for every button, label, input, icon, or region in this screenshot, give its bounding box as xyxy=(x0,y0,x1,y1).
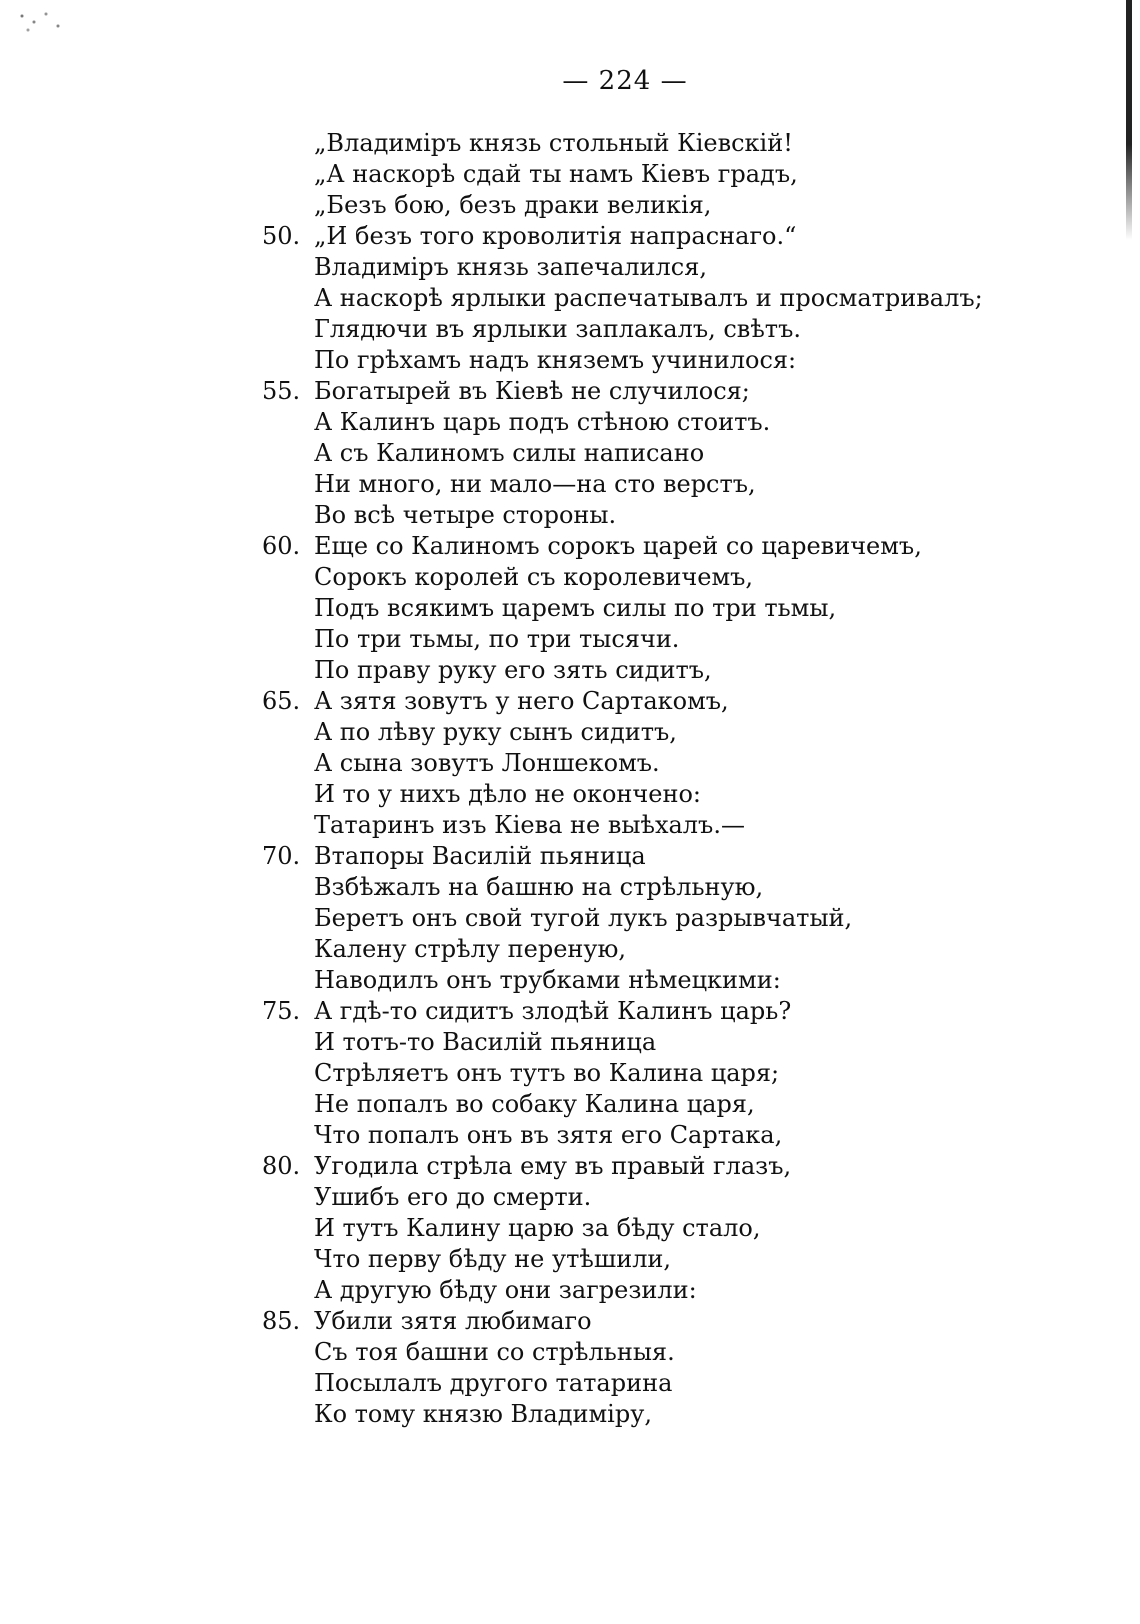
line-text: Богатырей въ Кіевѣ не случилося; xyxy=(314,377,750,405)
line-text: Калену стрѣлу переную, xyxy=(314,935,627,963)
line-text: По грѣхамъ надъ княземъ учинилося: xyxy=(314,346,797,374)
line-text: Сорокъ королей съ королевичемъ, xyxy=(314,563,754,591)
verse-line xyxy=(262,531,1122,562)
line-text: Беретъ онъ свой тугой лукъ разрывчатый, xyxy=(314,904,853,932)
line-text: Ни много, ни мало—на сто верстъ, xyxy=(314,470,756,498)
verse-line xyxy=(262,283,1122,314)
line-text: Наводилъ онъ трубками нѣмецкими: xyxy=(314,966,781,994)
line-text: Убили зятя любимаго xyxy=(314,1307,592,1335)
line-text: И тутъ Калину царю за бѣду стало, xyxy=(314,1214,761,1242)
verse-line xyxy=(262,748,1122,779)
page-edge-shadow xyxy=(1126,0,1132,240)
verse-line xyxy=(262,1182,1122,1213)
verse-line xyxy=(262,438,1122,469)
verse-line xyxy=(262,965,1122,996)
line-number: 50. xyxy=(262,222,301,250)
line-number: 85. xyxy=(262,1307,301,1335)
line-text: Что перву бѣду не утѣшили, xyxy=(314,1245,672,1273)
verse-line xyxy=(262,810,1122,841)
line-text: И то у нихъ дѣло не окончено: xyxy=(314,780,701,808)
line-number: 55. xyxy=(262,377,301,405)
verse-line xyxy=(262,624,1122,655)
verse-line xyxy=(262,1120,1122,1151)
line-text: А Калинъ царь подъ стѣною стоитъ. xyxy=(314,408,771,436)
line-text: А наскорѣ ярлыки распечатывалъ и просматривалъ; xyxy=(314,284,983,312)
line-text: Что попалъ онъ въ зятя его Сартака, xyxy=(314,1121,783,1149)
verse-line xyxy=(262,1151,1122,1182)
verse-line xyxy=(262,686,1122,717)
line-number: 65. xyxy=(262,687,301,715)
verse-line xyxy=(262,1089,1122,1120)
verse-line xyxy=(262,190,1122,221)
verse-line xyxy=(262,903,1122,934)
verse-line xyxy=(262,1275,1122,1306)
line-text: Съ тоя башни со стрѣльныя. xyxy=(314,1338,675,1366)
verse-line xyxy=(262,779,1122,810)
verse-line xyxy=(262,562,1122,593)
verse-line xyxy=(262,221,1122,252)
verse-line xyxy=(262,252,1122,283)
verse-line xyxy=(262,717,1122,748)
line-text: А по лѣву руку сынъ сидитъ, xyxy=(314,718,677,746)
line-text: По праву руку его зять сидитъ, xyxy=(314,656,712,684)
verse-line xyxy=(262,376,1122,407)
line-text: Угодила стрѣла ему въ правый глазъ, xyxy=(314,1152,792,1180)
line-text: „А наскорѣ сдай ты намъ Кіевъ градъ, xyxy=(314,160,798,188)
verse-line xyxy=(262,1337,1122,1368)
verse-line xyxy=(262,1058,1122,1089)
line-text: Владиміръ князь запечалился, xyxy=(314,253,707,281)
line-number: 80. xyxy=(262,1152,301,1180)
line-text: Ушибъ его до смерти. xyxy=(314,1183,592,1211)
line-text: Втапоры Василій пьяница xyxy=(314,842,646,870)
line-number: 75. xyxy=(262,997,301,1025)
verse-line xyxy=(262,1027,1122,1058)
verse-line xyxy=(262,345,1122,376)
verse-line xyxy=(262,407,1122,438)
verse-line xyxy=(262,1213,1122,1244)
verse-line xyxy=(262,1399,1122,1430)
verse-line xyxy=(262,1244,1122,1275)
line-text: А другую бѣду они загрезили: xyxy=(314,1276,697,1304)
line-text: А сына зовутъ Лоншекомъ. xyxy=(314,749,660,777)
line-text: А гдѣ-то сидитъ злодѣй Калинъ царь? xyxy=(314,997,792,1025)
line-text: По три тьмы, по три тысячи. xyxy=(314,625,680,653)
verse-line xyxy=(262,500,1122,531)
line-number: 70. xyxy=(262,842,301,870)
line-text: Стрѣляетъ онъ тутъ во Калина царя; xyxy=(314,1059,780,1087)
line-text: Ко тому князю Владиміру, xyxy=(314,1400,652,1428)
verse-line xyxy=(262,1306,1122,1337)
line-text: Татаринъ изъ Кіева не выѣхалъ.— xyxy=(314,811,745,839)
verse-line xyxy=(262,159,1122,190)
line-text: Посылалъ другого татарина xyxy=(314,1369,673,1397)
line-text: „Безъ бою, безъ драки великія, xyxy=(314,191,712,219)
line-text: „И безъ того кроволитія напраснаго.“ xyxy=(314,222,797,250)
line-text: Во всѣ четыре стороны. xyxy=(314,501,617,529)
verse-line xyxy=(262,872,1122,903)
print-speckle xyxy=(12,8,72,38)
line-text: А зятя зовутъ у него Сартакомъ, xyxy=(314,687,729,715)
verse-line xyxy=(262,934,1122,965)
verse-line xyxy=(262,996,1122,1027)
line-text: Подъ всякимъ царемъ силы по три тьмы, xyxy=(314,594,837,622)
verse-line xyxy=(262,128,1122,159)
page-number: — 224 — xyxy=(562,66,688,96)
verse-line xyxy=(262,314,1122,345)
verse-line xyxy=(262,593,1122,624)
line-text: А съ Калиномъ силы написано xyxy=(314,439,705,467)
poem-lines xyxy=(262,128,1122,1430)
line-number: 60. xyxy=(262,532,301,560)
verse-line xyxy=(262,1368,1122,1399)
line-text: И тотъ-то Василій пьяница xyxy=(314,1028,657,1056)
verse-line xyxy=(262,655,1122,686)
verse-line xyxy=(262,841,1122,872)
line-text: Еще со Калиномъ сорокъ царей со царевичемъ, xyxy=(314,532,922,560)
line-text: Глядючи въ ярлыки заплакалъ, свѣтъ. xyxy=(314,315,801,343)
line-text: Не попалъ во собаку Калина царя, xyxy=(314,1090,755,1118)
line-text: „Владиміръ князь стольный Кіевскій! xyxy=(314,129,793,157)
verse-line xyxy=(262,469,1122,500)
line-text: Взбѣжалъ на башню на стрѣльную, xyxy=(314,873,764,901)
